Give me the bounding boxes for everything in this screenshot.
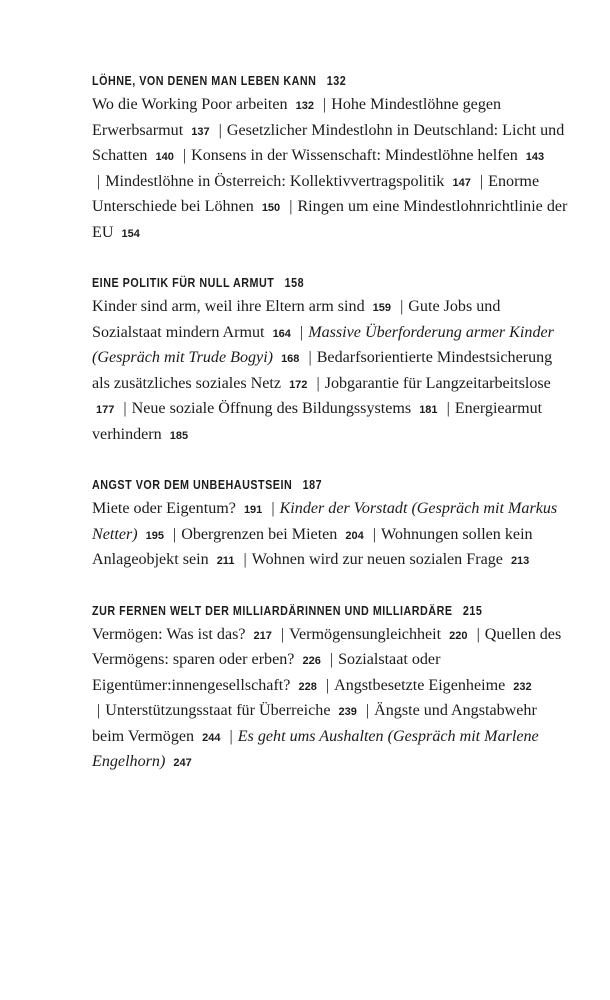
entry-title: Konsens in der Wissenschaft: Mindestlöhne helfen <box>191 147 518 164</box>
entry-separator: | <box>329 651 334 668</box>
entry-title: Gesetzlicher Mindestlohn in Deutschland: Licht und Schatten <box>92 121 565 164</box>
toc-entry[interactable] <box>252 551 530 568</box>
section-title: EINE POLITIK FÜR NULL ARMUT <box>92 276 275 290</box>
entry-page-number: 168 <box>281 353 300 365</box>
entry-separator: | <box>365 702 370 719</box>
entry-title: Wo die Working Poor arbeiten <box>92 96 288 113</box>
toc-entry[interactable] <box>92 96 314 113</box>
entry-page-number: 191 <box>243 504 263 516</box>
entry-page-number: 226 <box>302 655 321 667</box>
section-title: LÖHNE, VON DENEN MAN LEBEN KANN <box>92 74 317 88</box>
toc-entry[interactable] <box>289 626 467 643</box>
entry-title: Kinder der Vorstadt (Gespräch mit Markus Netter) <box>92 500 558 543</box>
entry-page-number: 204 <box>345 529 364 542</box>
entry-page-number: 132 <box>295 100 314 112</box>
entry-title: Obergrenzen bei Mieten <box>181 525 338 543</box>
entry-title: Bedarfsorientierte Mindestsicherung als zusätzliches soziales Netz <box>92 349 553 392</box>
entry-title: Kinder sind arm, weil ihre Eltern arm sind <box>92 298 365 315</box>
entry-page-number: 159 <box>372 302 392 314</box>
toc-entry[interactable] <box>334 677 532 694</box>
toc-section <box>92 603 570 776</box>
toc-container <box>92 73 570 776</box>
entry-separator: | <box>289 198 293 215</box>
section-heading <box>92 603 503 620</box>
entry-page-number: 244 <box>202 731 221 744</box>
entry-title: Wohnen wird zur neuen sozialen Frage <box>251 551 503 568</box>
entry-separator: | <box>322 96 327 113</box>
section-entries <box>92 497 570 574</box>
entry-title: Energiearmut verhindern <box>92 400 543 443</box>
entry-title: Ängste und Angstabwehr beim Vermögen <box>92 702 537 745</box>
section-page-number: 132 <box>326 74 347 88</box>
section-title: ANGST VOR DEM UNBEHAUSTSEIN <box>92 478 293 492</box>
entry-title: Es geht ums Aushalten (Gespräch mit Marlene Engelhorn) <box>92 727 539 770</box>
entry-page-number: 154 <box>121 227 140 240</box>
entry-page-number: 140 <box>155 151 174 163</box>
entry-title: Quellen des Vermögens: sparen oder erben? <box>92 625 562 668</box>
entry-page-number: 220 <box>449 629 468 642</box>
entry-title: Ringen um eine Mindestlohnrichtlinie der EU <box>92 198 568 241</box>
entry-title: Neue soziale Öffnung des Bildungssystems <box>131 400 412 417</box>
entry-separator: | <box>182 147 187 164</box>
toc-section <box>92 477 570 574</box>
entry-separator: | <box>476 625 480 643</box>
section-page-number: 215 <box>462 603 483 618</box>
entry-separator: | <box>400 298 404 315</box>
section-entries <box>92 623 570 776</box>
section-heading <box>92 73 503 90</box>
entry-separator: | <box>446 400 450 417</box>
entry-page-number: 164 <box>272 327 291 340</box>
entry-separator: | <box>97 702 101 719</box>
entry-page-number: 232 <box>513 680 532 693</box>
toc-entry[interactable] <box>132 400 438 417</box>
entry-title: Wohnungen sollen kein Anlageobjekt sein <box>92 525 533 568</box>
entry-title: Jobgarantie für Langzeitarbeitslose <box>324 374 551 392</box>
entry-title: Vermögensungleichheit <box>289 625 442 643</box>
entry-page-number: 239 <box>338 706 357 718</box>
entry-title: Angstbesetzte Eigenheime <box>334 676 506 694</box>
toc-entry[interactable] <box>92 626 272 643</box>
entry-separator: | <box>229 727 233 745</box>
entry-separator: | <box>280 625 285 643</box>
entry-page-number: 211 <box>216 555 235 567</box>
toc-section <box>92 73 570 246</box>
entry-page-number: 150 <box>261 202 281 214</box>
entry-page-number: 195 <box>145 529 164 542</box>
entry-page-number: 217 <box>253 629 272 642</box>
entry-separator: | <box>243 551 247 568</box>
entry-page-number: 185 <box>169 429 189 442</box>
entry-page-number: 137 <box>191 125 210 138</box>
entry-title: Miete oder Eigentum? <box>92 500 236 517</box>
entry-separator: | <box>316 374 320 392</box>
toc-entry[interactable] <box>105 702 357 719</box>
toc-entry[interactable] <box>92 298 391 315</box>
entry-title: Enorme Unterschiede bei Löhnen <box>92 172 540 215</box>
entry-separator: | <box>271 500 275 517</box>
toc-entry[interactable] <box>92 500 262 517</box>
toc-entry[interactable] <box>181 526 364 543</box>
entry-separator: | <box>325 676 330 694</box>
entry-page-number: 181 <box>419 404 438 416</box>
toc-section <box>92 275 570 448</box>
entry-title: Gute Jobs und Sozialstaat mindern Armut <box>92 298 501 341</box>
entry-title: Massive Überforderung armer Kinder (Gespräch mit Trude Bogyi) <box>92 323 554 366</box>
section-page-number: 158 <box>284 276 305 290</box>
section-entries <box>92 295 570 448</box>
entry-page-number: 172 <box>289 378 308 391</box>
entry-separator: | <box>123 400 127 417</box>
entry-separator: | <box>372 525 377 543</box>
entry-separator: | <box>299 323 304 341</box>
entry-page-number: 247 <box>173 757 192 769</box>
toc-entry[interactable] <box>191 147 544 164</box>
section-heading <box>92 477 503 494</box>
entry-page-number: 143 <box>525 151 545 163</box>
section-entries <box>92 93 570 246</box>
entry-page-number: 147 <box>452 176 471 189</box>
entry-separator: | <box>218 121 222 139</box>
entry-title: Hohe Mindestlöhne gegen Erwerbsarmut <box>92 96 502 139</box>
section-heading <box>92 275 503 292</box>
entry-title: Sozialstaat oder Eigentümer:innengesellschaft? <box>92 651 441 694</box>
entry-separator: | <box>97 172 101 190</box>
toc-entry[interactable] <box>105 173 471 190</box>
entry-page-number: 177 <box>96 404 115 416</box>
section-page-number: 187 <box>302 478 323 492</box>
entry-page-number: 228 <box>298 680 317 693</box>
entry-title: Unterstützungsstaat für Überreiche <box>105 702 331 719</box>
entry-separator: | <box>308 349 312 366</box>
section-title: ZUR FERNEN WELT DER MILLIARDÄRINNEN UND MILLIARDÄRE <box>92 603 453 618</box>
entry-separator: | <box>479 172 484 190</box>
entry-title: Mindestlöhne in Österreich: Kollektivvertragspolitik <box>105 172 445 190</box>
entry-title: Vermögen: Was ist das? <box>92 625 246 643</box>
entry-page-number: 213 <box>510 555 530 567</box>
entry-separator: | <box>173 525 177 543</box>
